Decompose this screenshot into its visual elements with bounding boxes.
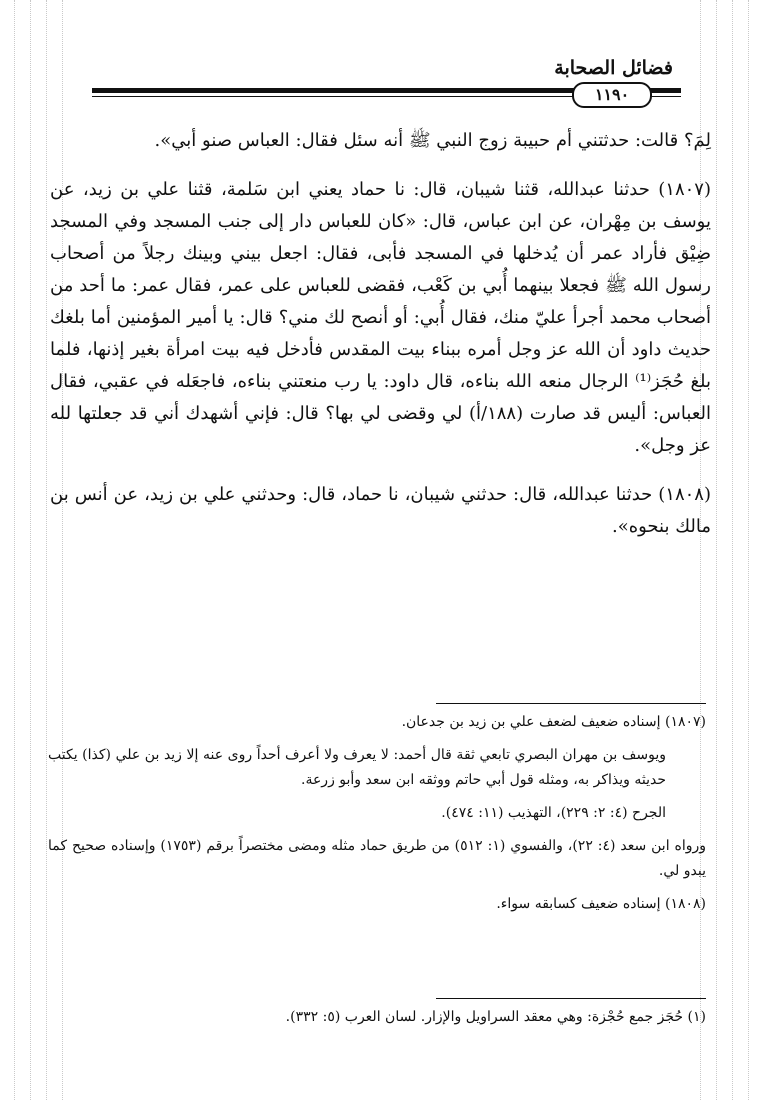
scan-artifact xyxy=(14,0,15,1100)
note-1808: (١٨٠٨) إسناده ضعيف كسابقه سواء. xyxy=(496,896,706,912)
editor-notes xyxy=(48,710,706,925)
note-other-routes: ورواه ابن سعد (٤: ٢٢)، والفسوي (١: ٥١٢) من طريق حماد مثله ومضى مختصراً برقم (١٧٥٣) وإسناده صحيح كما يبدو لي. xyxy=(48,838,707,879)
hadith-1808: (١٨٠٨) حدثنا عبدالله، قال: حدثني شيبان، نا حماد، قال: وحدثني علي بن زيد، عن أنس بن مالك بنحوه». xyxy=(50,484,711,537)
hadith-1807: (١٨٠٧) حدثنا عبدالله، قثنا شيبان، قال: نا حماد يعني ابن سَلمة، قثنا علي بن زيد، عن يوسف بن مِهْران، عن ابن عباس، قال: «كان للعباس دار إلى جنب المسجد وفي المسجد ضِيْق فأراد عمر أن يُدخلها في المسجد فأبى، فقال: اجعل بيني وبينك رجلاً من أصحاب رسول الله ﷺ فجعلا بينهما أُبي بن كَعْب، فقضى للعباس على عمر، فقال عمر: ما أحد من أصحاب محمد أجرأ عليّ منك، فقال أُبي: أو أنصح لك مني؟ قال: يا أمير المؤمنين أما بلغك حديث داود أن الله عز وجل أمره ببناء بيت المقدس فأدخل فيه بيت امرأة بغير إذنها، فلما بلغ حُجَز⁽¹⁾ الرجال منعه الله بناءه، قال داود: يا رب منعتني بناءه، فاجعَله في عقبي، فقال العباس: أليس قد صارت (١٨٨/أ) لي وقضى لي بها؟ قال: فإني أشهدك أني قد جعلتها لله عز وجل». xyxy=(50,179,711,456)
note-1807: (١٨٠٧) إسناده ضعيف لضعف علي بن زيد بن جدعان. xyxy=(401,714,706,730)
scan-artifact xyxy=(716,0,717,1100)
notes-divider xyxy=(436,703,706,704)
scan-artifact xyxy=(30,0,31,1100)
running-header-title: فضائل الصحابة xyxy=(554,57,673,79)
scan-artifact xyxy=(732,0,733,1100)
main-text xyxy=(50,125,711,543)
scan-artifact xyxy=(46,0,47,1100)
footnote: (١) حُجَز جمع حُجْزة: وهي معقد السراويل والإزار. لسان العرب (٥: ٣٣٢). xyxy=(285,1009,706,1025)
footnote-divider xyxy=(436,998,706,999)
note-narrator: ويوسف بن مهران البصري تابعي ثقة قال أحمد: لا يعرف ولا أعرف أحداً روى عنه إلا زيد بن علي (كذا) يكتب حديثه ويذاكر به، ومثله قول أبي حاتم ووثقه ابن سعد وأبو زرعة. xyxy=(48,747,666,788)
scan-artifact xyxy=(748,0,749,1100)
note-references: الجرح (٤: ٢: ٢٢٩)، التهذيب (١١: ٤٧٤). xyxy=(441,805,666,821)
paragraph: لِمَ؟ قالت: حدثتني أم حبيبة زوج النبي ﷺ أنه سئل فقال: العباس صنو أبي». xyxy=(154,130,711,151)
page-number: ١١٩٠ xyxy=(572,82,652,108)
